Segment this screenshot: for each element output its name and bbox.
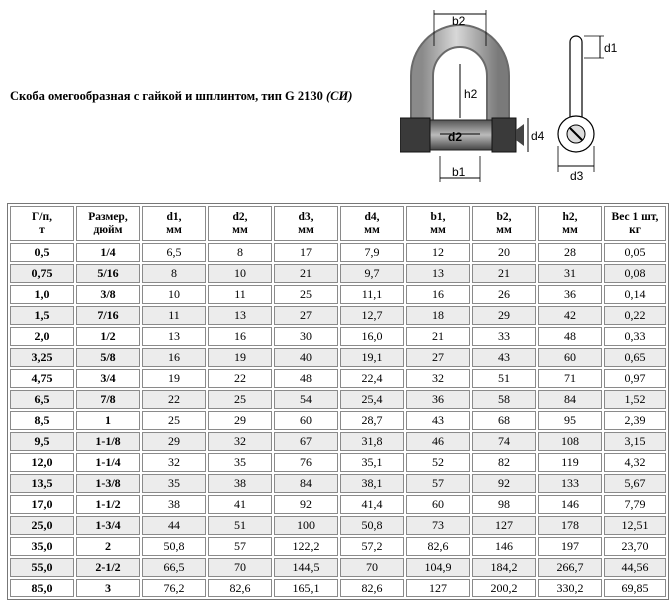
table-cell: 197 <box>538 537 602 556</box>
table-cell: 35 <box>142 474 206 493</box>
table-cell: 73 <box>406 516 470 535</box>
table-cell: 165,1 <box>274 579 338 597</box>
label-b1: b1 <box>452 165 466 179</box>
table-cell: 2 <box>76 537 140 556</box>
table-cell: 127 <box>472 516 536 535</box>
title-text: Скоба омегообразная с гайкой и шплинтом, тип G 2130 <box>10 89 327 103</box>
table-cell: 48 <box>538 327 602 346</box>
table-cell: 30 <box>274 327 338 346</box>
table-cell: 70 <box>340 558 404 577</box>
page-title <box>10 89 352 104</box>
label-b2: b2 <box>452 14 466 28</box>
table-cell: 3,15 <box>604 432 666 451</box>
table-cell: 10 <box>208 264 272 283</box>
table-cell: 6,5 <box>10 390 74 409</box>
table-cell: 74 <box>472 432 536 451</box>
table-cell: 40 <box>274 348 338 367</box>
table-cell: 84 <box>274 474 338 493</box>
table-cell: 82,6 <box>208 579 272 597</box>
col-header-weight: Вес 1 шт, кг <box>604 206 666 241</box>
table-cell: 2-1/2 <box>76 558 140 577</box>
table-cell: 25,0 <box>10 516 74 535</box>
table-cell: 84 <box>538 390 602 409</box>
table-cell: 21 <box>472 264 536 283</box>
table-cell: 25 <box>208 390 272 409</box>
table-cell: 82,6 <box>340 579 404 597</box>
table-cell: 57 <box>406 474 470 493</box>
table-cell: 0,05 <box>604 243 666 262</box>
table-cell: 58 <box>472 390 536 409</box>
table-cell: 266,7 <box>538 558 602 577</box>
table-cell: 1-1/4 <box>76 453 140 472</box>
table-cell: 35,1 <box>340 453 404 472</box>
col-header-h2: h2, мм <box>538 206 602 241</box>
table-cell: 100 <box>274 516 338 535</box>
table-cell: 25 <box>274 285 338 304</box>
table-cell: 1-1/8 <box>76 432 140 451</box>
table-cell: 31 <box>538 264 602 283</box>
table-cell: 50,8 <box>340 516 404 535</box>
table-cell: 33 <box>472 327 536 346</box>
table-cell: 6,5 <box>142 243 206 262</box>
table-cell: 35,0 <box>10 537 74 556</box>
table-cell: 17,0 <box>10 495 74 514</box>
label-d4: d4 <box>531 129 545 143</box>
col-header-b1: b1, мм <box>406 206 470 241</box>
table-row <box>10 474 666 493</box>
col-header-size: Размер, дюйм <box>76 206 140 241</box>
table-cell: 104,9 <box>406 558 470 577</box>
table-cell: 22,4 <box>340 369 404 388</box>
table-cell: 46 <box>406 432 470 451</box>
table-cell: 41 <box>208 495 272 514</box>
table-cell: 32 <box>406 369 470 388</box>
table-row <box>10 306 666 325</box>
table-row <box>10 327 666 346</box>
table-cell: 92 <box>472 474 536 493</box>
table-cell: 330,2 <box>538 579 602 597</box>
table-cell: 7,79 <box>604 495 666 514</box>
table-cell: 43 <box>406 411 470 430</box>
table-cell: 0,08 <box>604 264 666 283</box>
table-cell: 1/4 <box>76 243 140 262</box>
table-cell: 21 <box>406 327 470 346</box>
table-cell: 1,0 <box>10 285 74 304</box>
table-cell: 127 <box>406 579 470 597</box>
table-cell: 0,14 <box>604 285 666 304</box>
table-cell: 68 <box>472 411 536 430</box>
table-cell: 4,75 <box>10 369 74 388</box>
col-header-d2: d2, мм <box>208 206 272 241</box>
table-cell: 66,5 <box>142 558 206 577</box>
table-cell: 12 <box>406 243 470 262</box>
table-cell: 43 <box>472 348 536 367</box>
table-cell: 1-3/8 <box>76 474 140 493</box>
table-header-row <box>10 206 666 241</box>
table-row <box>10 495 666 514</box>
table-cell: 57,2 <box>340 537 404 556</box>
table-cell: 12,51 <box>604 516 666 535</box>
table-cell: 11 <box>208 285 272 304</box>
table-cell: 146 <box>472 537 536 556</box>
table-cell: 146 <box>538 495 602 514</box>
table-cell: 5/8 <box>76 348 140 367</box>
table-cell: 41,4 <box>340 495 404 514</box>
table-row <box>10 516 666 535</box>
table-cell: 38 <box>208 474 272 493</box>
table-cell: 11,1 <box>340 285 404 304</box>
table-cell: 82 <box>472 453 536 472</box>
table-cell: 38,1 <box>340 474 404 493</box>
table-cell: 3/4 <box>76 369 140 388</box>
table-cell: 19,1 <box>340 348 404 367</box>
table-cell: 25 <box>142 411 206 430</box>
table-cell: 1,5 <box>10 306 74 325</box>
shackle-spec-table <box>7 203 669 600</box>
title-standard: (СИ) <box>326 89 353 103</box>
table-cell: 82,6 <box>406 537 470 556</box>
table-cell: 9,5 <box>10 432 74 451</box>
table-cell: 11 <box>142 306 206 325</box>
table-cell: 13,5 <box>10 474 74 493</box>
table-cell: 3 <box>76 579 140 597</box>
table-cell: 22 <box>142 390 206 409</box>
table-row <box>10 411 666 430</box>
table-cell: 3/8 <box>76 285 140 304</box>
table-cell: 42 <box>538 306 602 325</box>
table-cell: 50,8 <box>142 537 206 556</box>
table-cell: 19 <box>208 348 272 367</box>
table-cell: 16,0 <box>340 327 404 346</box>
table-cell: 144,5 <box>274 558 338 577</box>
table-row <box>10 558 666 577</box>
table-cell: 16 <box>142 348 206 367</box>
table-cell: 52 <box>406 453 470 472</box>
table-cell: 55,0 <box>10 558 74 577</box>
table-cell: 22 <box>208 369 272 388</box>
table-cell: 20 <box>472 243 536 262</box>
table-cell: 54 <box>274 390 338 409</box>
label-h2: h2 <box>464 87 478 101</box>
table-cell: 13 <box>406 264 470 283</box>
table-cell: 36 <box>538 285 602 304</box>
col-header-d4: d4, мм <box>340 206 404 241</box>
table-cell: 0,33 <box>604 327 666 346</box>
table-cell: 0,65 <box>604 348 666 367</box>
table-cell: 28 <box>538 243 602 262</box>
table-cell: 122,2 <box>274 537 338 556</box>
table-row <box>10 348 666 367</box>
table-cell: 8,5 <box>10 411 74 430</box>
col-header-b2: b2, мм <box>472 206 536 241</box>
table-cell: 133 <box>538 474 602 493</box>
table-cell: 0,5 <box>10 243 74 262</box>
table-cell: 17 <box>274 243 338 262</box>
table-cell: 19 <box>142 369 206 388</box>
table-cell: 57 <box>208 537 272 556</box>
table-cell: 9,7 <box>340 264 404 283</box>
table-cell: 28,7 <box>340 411 404 430</box>
table-cell: 7/8 <box>76 390 140 409</box>
table-cell: 31,8 <box>340 432 404 451</box>
table-cell: 98 <box>472 495 536 514</box>
table-cell: 13 <box>142 327 206 346</box>
table-cell: 26 <box>472 285 536 304</box>
table-cell: 32 <box>142 453 206 472</box>
table-cell: 36 <box>406 390 470 409</box>
table-cell: 69,85 <box>604 579 666 597</box>
table-cell: 21 <box>274 264 338 283</box>
table-cell: 16 <box>208 327 272 346</box>
label-d2: d2 <box>448 130 463 144</box>
table-cell: 29 <box>472 306 536 325</box>
table-row <box>10 432 666 451</box>
table-cell: 178 <box>538 516 602 535</box>
table-cell: 12,7 <box>340 306 404 325</box>
table-cell: 60 <box>406 495 470 514</box>
label-d1: d1 <box>604 41 618 55</box>
table-row <box>10 390 666 409</box>
table-row <box>10 264 666 283</box>
table-cell: 51 <box>472 369 536 388</box>
table-cell: 76,2 <box>142 579 206 597</box>
table-cell: 10 <box>142 285 206 304</box>
table-cell: 70 <box>208 558 272 577</box>
table-cell: 16 <box>406 285 470 304</box>
table-cell: 32 <box>208 432 272 451</box>
table-cell: 0,97 <box>604 369 666 388</box>
table-cell: 12,0 <box>10 453 74 472</box>
table-cell: 29 <box>208 411 272 430</box>
table-cell: 5,67 <box>604 474 666 493</box>
table-cell: 29 <box>142 432 206 451</box>
shackle-front-view <box>400 10 545 182</box>
table-cell: 200,2 <box>472 579 536 597</box>
table-cell: 71 <box>538 369 602 388</box>
table-cell: 8 <box>208 243 272 262</box>
table-cell: 60 <box>274 411 338 430</box>
shackle-diagram <box>400 6 630 188</box>
col-header-d1: d1, мм <box>142 206 206 241</box>
table-cell: 2,0 <box>10 327 74 346</box>
table-cell: 1-3/4 <box>76 516 140 535</box>
table-cell: 23,70 <box>604 537 666 556</box>
table-row <box>10 243 666 262</box>
table-cell: 85,0 <box>10 579 74 597</box>
table-cell: 108 <box>538 432 602 451</box>
table-cell: 184,2 <box>472 558 536 577</box>
table-row <box>10 537 666 556</box>
table-cell: 2,39 <box>604 411 666 430</box>
table-cell: 95 <box>538 411 602 430</box>
table-row <box>10 453 666 472</box>
table-cell: 7/16 <box>76 306 140 325</box>
table-cell: 67 <box>274 432 338 451</box>
table-cell: 44,56 <box>604 558 666 577</box>
col-header-d3: d3, мм <box>274 206 338 241</box>
table-cell: 44 <box>142 516 206 535</box>
table-row <box>10 285 666 304</box>
table-cell: 7,9 <box>340 243 404 262</box>
table-cell: 13 <box>208 306 272 325</box>
table-cell: 119 <box>538 453 602 472</box>
table-row <box>10 369 666 388</box>
table-cell: 60 <box>538 348 602 367</box>
table-cell: 18 <box>406 306 470 325</box>
table-cell: 38 <box>142 495 206 514</box>
table-cell: 27 <box>406 348 470 367</box>
table-cell: 5/16 <box>76 264 140 283</box>
shackle-side-view <box>558 36 618 183</box>
table-cell: 48 <box>274 369 338 388</box>
table-cell: 8 <box>142 264 206 283</box>
table-cell: 0,75 <box>10 264 74 283</box>
table-cell: 3,25 <box>10 348 74 367</box>
table-cell: 1-1/2 <box>76 495 140 514</box>
table-cell: 4,32 <box>604 453 666 472</box>
table-cell: 51 <box>208 516 272 535</box>
table-cell: 35 <box>208 453 272 472</box>
label-d3: d3 <box>570 169 584 183</box>
col-header-capacity: Г/п, т <box>10 206 74 241</box>
table-cell: 92 <box>274 495 338 514</box>
table-cell: 27 <box>274 306 338 325</box>
table-cell: 1,52 <box>604 390 666 409</box>
table-cell: 1 <box>76 411 140 430</box>
table-cell: 76 <box>274 453 338 472</box>
table-cell: 1/2 <box>76 327 140 346</box>
table-cell: 25,4 <box>340 390 404 409</box>
table-cell: 0,22 <box>604 306 666 325</box>
